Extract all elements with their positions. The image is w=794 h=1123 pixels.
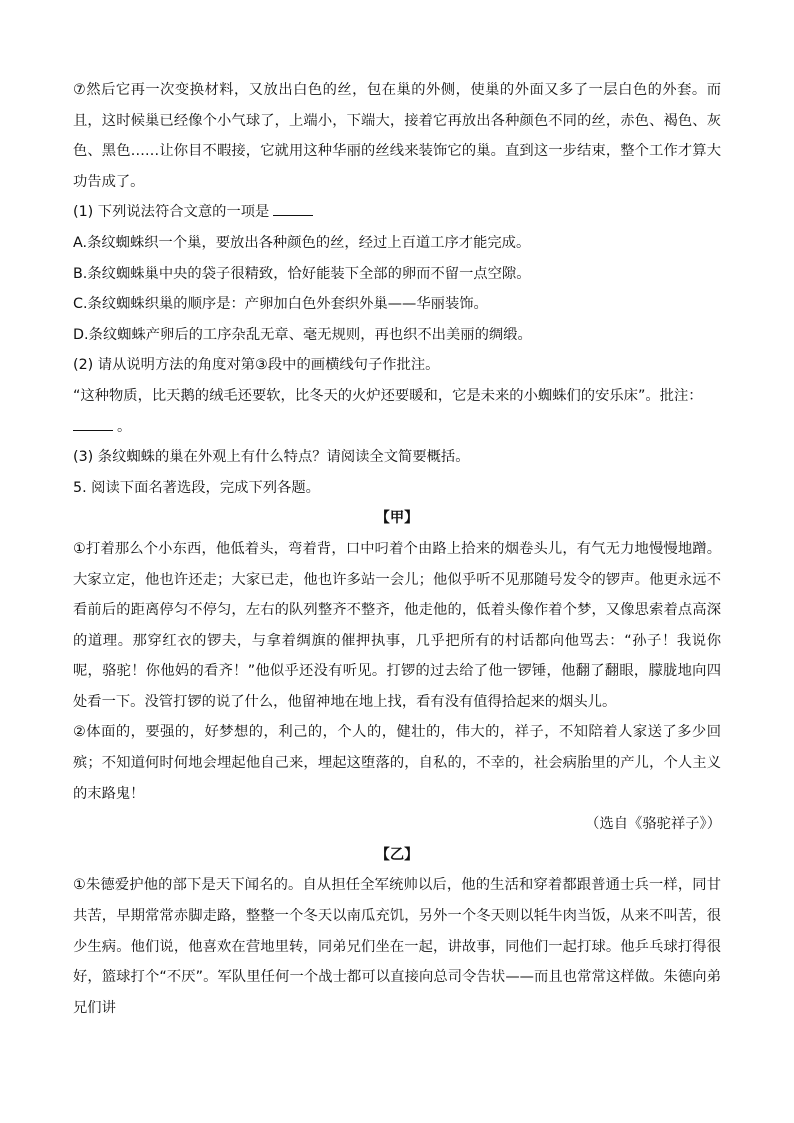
question-2-stem: (2) 请从说明方法的角度对第③段中的画横线句子作批注。 (73, 357, 440, 374)
question-1-stem-text: (1) 下列说法符合文意的一项是 (73, 204, 270, 221)
answer-blank[interactable] (273, 214, 313, 216)
jia-paragraph-1: ①打着那么个小东西，他低着头，弯着背，口中叼着个由路上拾来的烟卷头儿，有气无力地慢慢地蹭。大家立定，他也许还走；大家已走，他也许多站一会儿；他似乎听不见那随号发令的锣声。他更永远不看前后的距离停匀不停匀，左右的队列整齐不整齐，他走他的，低着头像作着个梦，又像思索着点高深的道理。那穿红衣的锣夫，与拿着绸旗的催押执事，几乎把所有的村话都向他骂去：“孙子！我说你呢，骆驼！你他妈的看齐！”他似乎还没有听见。打锣的过去给了他一锣锤，他翻了翻眼，朦胧地向四处看一下。没管打锣的说了什么，他留神地在地上找，看有没有值得拾起来的烟头儿。 (73, 540, 721, 710)
jia-paragraph-2: ②体面的，要强的，好梦想的，利己的，个人的，健壮的，伟大的，祥子，不知陪着人家送了多少回殡；不知道何时何地会埋起他自己来，埋起这堕落的，自私的，不幸的，社会病胎里的产儿，个人主义的末路鬼！ (73, 724, 721, 802)
annotation-blank[interactable] (73, 429, 113, 431)
question-2-answer-line (73, 412, 721, 443)
question-1-option-c: C.条纹蜘蛛织巢的顺序是：产卵加白色外套织外巢——华丽装饰。 (73, 296, 488, 313)
paragraph-7: ⑦然后它再一次变换材料，又放出白色的丝，包在巢的外侧，使巢的外面又多了一层白色的外套。而且，这时候巢已经像个小气球了，上端小，下端大，接着它再放出各种颜色不同的丝，赤色、褐色、灰色、黑色……让你目不暇接，它就用这种华丽的丝线来装饰它的巢。直到这一步结束，整个工作才算大功告成了。 (73, 82, 721, 190)
question-5-heading: 5. 阅读下面名著选段，完成下列各题。 (73, 479, 320, 496)
document-content (73, 75, 721, 1023)
question-1-stem (73, 197, 721, 228)
question-2-tail: 。 (117, 418, 132, 435)
yi-paragraph-1: ①朱德爱护他的部下是天下闻名的。自从担任全军统帅以后，他的生活和穿着都跟普通士兵一样，同甘共苦，早期常常赤脚走路，整整一个冬天以南瓜充饥，另外一个冬天则以牦牛肉当饭，从来不叫苦，很少生病。他们说，他喜欢在营地里转，同弟兄们坐在一起，讲故事，同他们一起打球。他乒乓球打得很好，篮球打个“不厌”。军队里任何一个战士都可以直接向总司令告状——而且也常常这样做。朱德向弟兄们讲 (73, 877, 721, 1016)
question-1-option-b: B.条纹蜘蛛巢中央的袋子很精致，恰好能装下全部的卵而不留一点空隙。 (73, 265, 531, 282)
jia-source: （选自《骆驼祥子》） (585, 816, 721, 833)
question-1-option-a: A.条纹蜘蛛织一个巢，要放出各种颜色的丝，经过上百道工序才能完成。 (73, 234, 531, 251)
section-yi-title: 【乙】 (375, 846, 419, 863)
section-jia-title: 【甲】 (375, 510, 419, 527)
question-2-quote: “这种物质，比天鹅的绒毛还要软，比冬天的火炉还要暖和，它是未来的小蜘蛛们的安乐床”。批注： (73, 387, 703, 404)
question-3: (3) 条纹蜘蛛的巢在外观上有什么特点？请阅读全文简要概括。 (73, 449, 470, 466)
question-1-option-d: D.条纹蜘蛛产卵后的工序杂乱无章、毫无规则，再也织不出美丽的绸缎。 (73, 326, 532, 343)
